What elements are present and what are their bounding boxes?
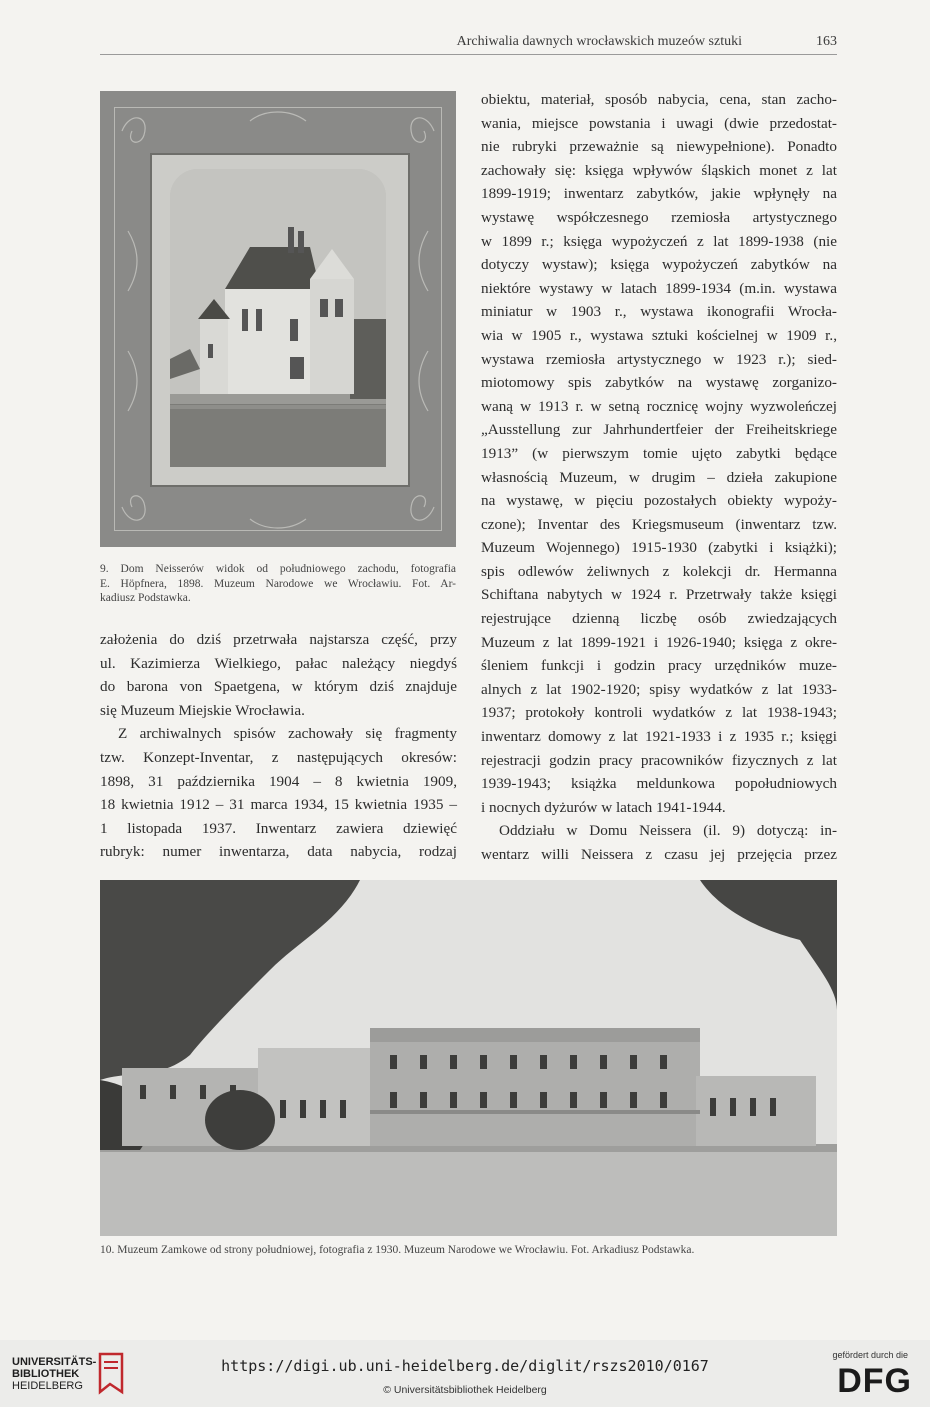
text-line: na wystawę, w pięciu pozostałych obiekty wypoży- [481,492,837,510]
text-line: rejestrujące dzienną liczbę osób zwiedzających [481,610,837,628]
figure-9-photo [100,91,456,547]
text-line: inwentarz domowy z lat 1921-1933 i z 1935 r.; księgi [481,728,837,746]
text-line: 1937; protokoły kontroli wydatków z lat 1938-1943; [481,704,837,722]
text-line: spis odlewów żeliwnych z kolekcji dr. Hermanna [481,562,837,580]
text-line: wania, miejsce powstania i uwagi (dwie przedostat- [481,114,837,132]
text-line: alnych z lat 1902-1920; spisy wydatków z lat 1933- [481,680,837,698]
text-line: założenia do dziś przetrwała najstarsza część, przy [100,631,457,648]
library-line: HEIDELBERG [12,1380,83,1392]
figure-10-caption: 10. Muzeum Zamkowe od strony południowej, fotografia z 1930. Muzeum Narodowe we Wrocławiu. Fot. Arkadiusz Podstawka. [100,1244,695,1256]
text-line: zachowały się: księga wpływów śląskich monet z lat [481,161,837,179]
text-line: 1939-1943; książka meldunkowa popołudniowych [481,775,837,793]
dfg-logo[interactable]: DFG [837,1362,912,1400]
caption-line: kadiusz Podstawka. [100,592,191,605]
text-line: dotyczy wystaw); księga wypożyczeń zabytków na [481,256,837,274]
text-line: wystawa rzemiosła artystycznego w 1923 r.); sied- [481,350,837,368]
text-line: 1898, 31 października 1904 – 8 kwietnia 1909, [100,772,457,790]
text-line: rejestracji godzin pracy pracowników fizycznych z lat [481,751,837,769]
house-photograph [170,169,386,467]
text-line: 18 kwietnia 1912 – 31 marca 1934, 15 kwietnia 1935 – [100,796,457,814]
text-line: „Ausstellung zur Jahrhundertfeier der Freiheitskriege [481,421,837,439]
figure-9-caption [100,562,456,606]
neisser-house-illustration [170,169,386,467]
running-title: Archiwalia dawnych wrocławskich muzeów sztuki [456,34,742,49]
text-line: 1899-1919; inwentarz zabytków, jakie wpłynęły na [481,185,837,203]
text-line: czone); Inventar des Kriegsmuseum (inwentarz tzw. [481,515,837,533]
castle-museum-illustration [100,880,837,1236]
text-line: miniatur w 1903 r., wystawa ikonografii Wrocła- [481,303,837,321]
text-line: nie rubryki przeważnie są niewypełnione). Ponadto [481,138,837,156]
text-line: się Muzeum Miejskie Wrocławia. [100,701,305,719]
text-line: 1913” (w pierwszym tomie ujęto zabytki będące [481,444,837,462]
text-line: wentarz willi Neissera z czasu jej przejęcia przez [481,846,837,863]
text-line: waną w 1913 r. w setną rocznicę wojny wyzwoleńczej [481,397,837,415]
text-line: śleniem funkcji i godzin pracy urzędników muze- [481,657,837,675]
text-line: obiektu, materiał, sposób nabycia, cena, stan zacho- [481,91,837,108]
figure-10-photo [100,880,837,1236]
text-line: wystawę współczesnego rzemiosła artystycznego [481,208,837,226]
text-line: w 1899 r.; księga wypożyczeń z lat 1899-1938 (nie [481,232,837,250]
text-line: Muzeum Wojennego) 1915-1930 (zabytki i książki); [481,539,837,557]
text-line: rubryk: numer inwentarza, data nabycia, rodzaj [100,843,457,861]
text-line: wia w 1905 r., wystawa sztuki kościelnej w 1909 r., [481,326,837,344]
text-line: 1 listopada 1937. Inwentarz zawiera dziewięć [100,819,457,837]
text-line: niektóre wystawy w latach 1899-1934 (m.in. wystawa [481,279,837,297]
text-line: Oddziału w Domu Neissera (il. 9) dotyczą: in- [499,822,837,840]
running-header [100,34,837,55]
text-line: i nocnych dyżurów w latach 1941-1944. [481,798,726,816]
text-line: Schiftana nabytych w 1924 r. Przetrwały także księgi [481,586,837,604]
text-line: tzw. Konzept-Inventar, z następujących okresów: [100,748,457,766]
text-line: własnością Muzeum, w drugim – dzieła zakupione [481,468,837,486]
library-line: BIBLIOTHEK [12,1368,80,1380]
permalink-url[interactable]: https://digi.ub.uni-heidelberg.de/diglit/rszs2010/0167 [221,1357,709,1375]
digitization-footer [0,1340,930,1407]
left-column [100,628,457,864]
text-line: Muzeum z lat 1899-1921 i 1926-1940; księga z okre- [481,633,837,651]
text-line: miotomowy spis zabytków na wystawę zorganizo- [481,374,837,392]
copyright-notice: © Universitätsbibliothek Heidelberg [383,1384,547,1396]
text-line: Z archiwalnych spisów zachowały się fragmenty [118,725,457,743]
funded-by-label: gefördert durch die [832,1350,908,1360]
page-number: 163 [816,34,837,49]
right-column [481,88,837,867]
library-line: UNIVERSITÄTS- [12,1356,97,1368]
text-line: ul. Kazimierza Wielkiego, pałac należący niegdyś [100,654,457,672]
caption-line: 9. Dom Neisserów widok od południowego zachodu, fotografia [100,563,456,575]
text-line: do barona von Spaetgena, w którym dziś znajduje [100,678,457,696]
caption-line: E. Höpfnera, 1898. Muzeum Narodowe we Wrocławiu. Fot. Ar- [100,577,456,590]
